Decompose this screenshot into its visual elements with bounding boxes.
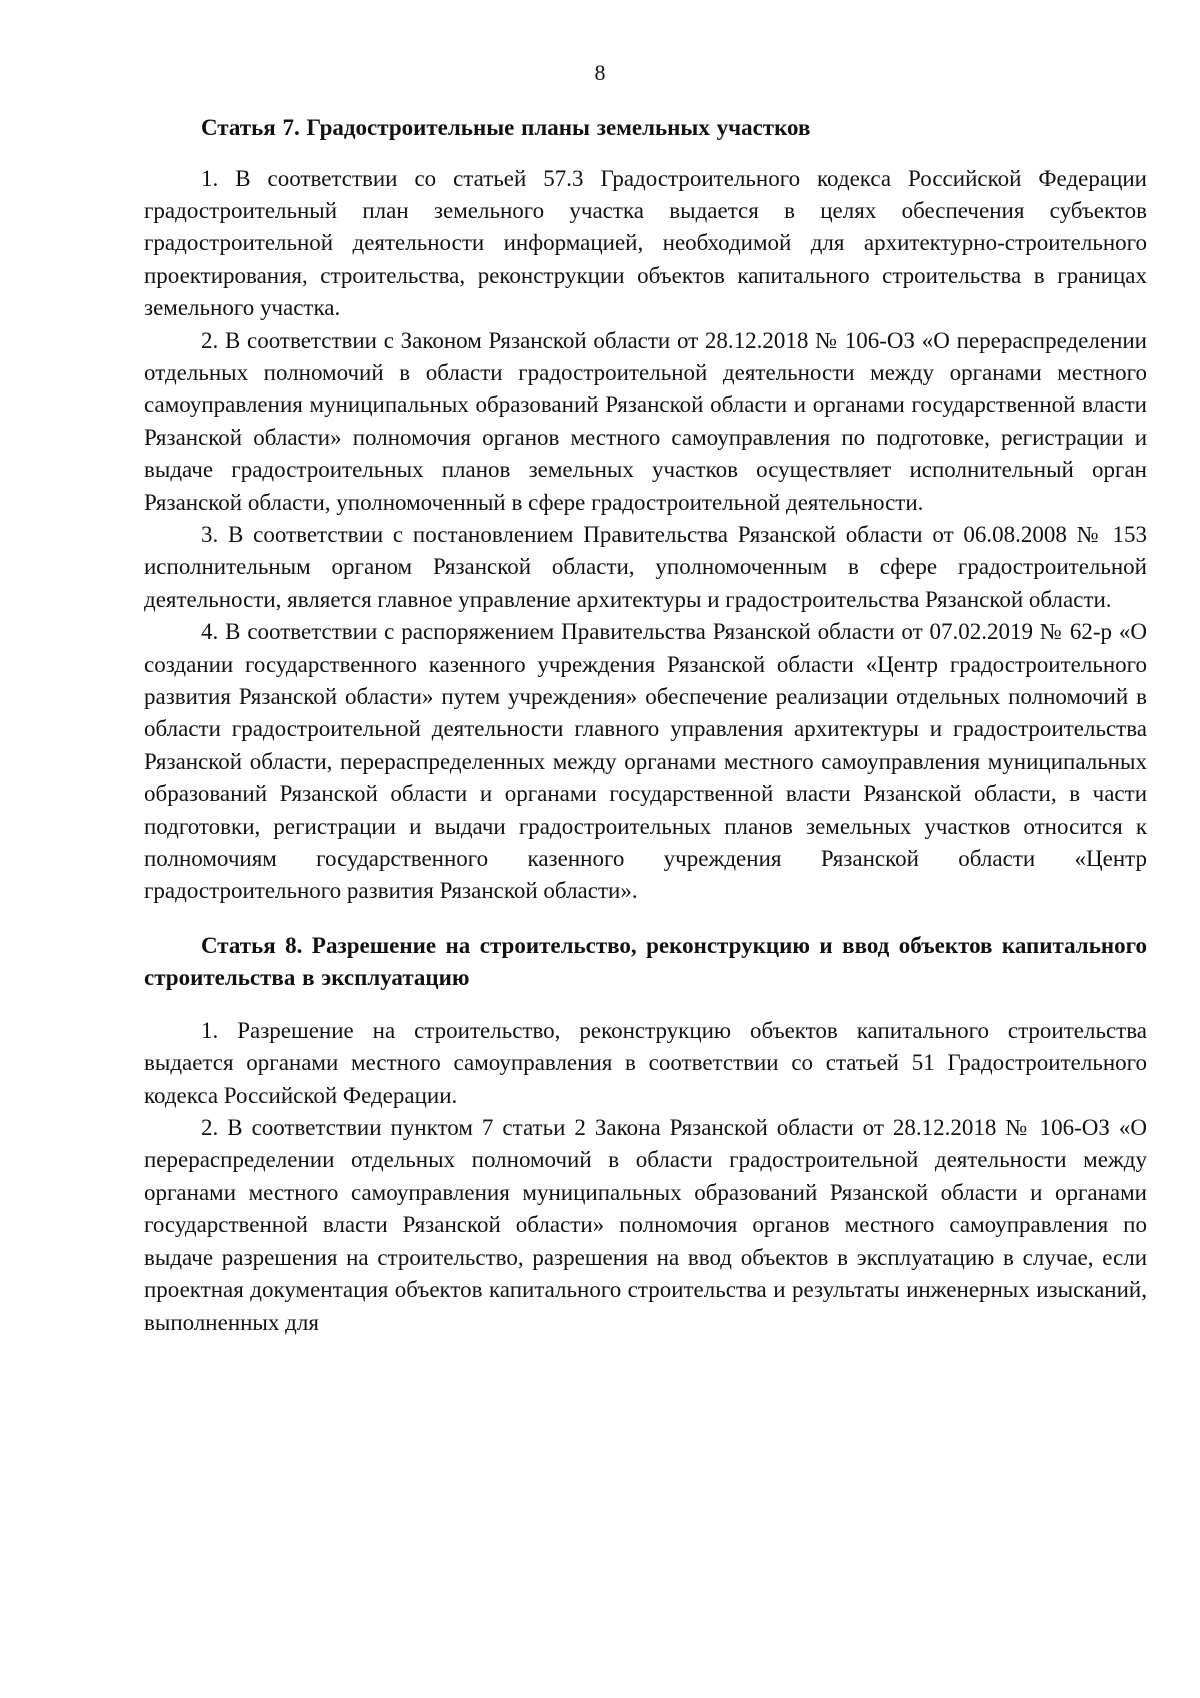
article-7-paragraph-1: 1. В соответствии со статьей 57.3 Градостроительного кодекса Российской Федерации градостроительный план земельного участка выдается в целях обеспечения субъектов градостроительной деятельности информацией, необходимой для архитектурно-строительного проектирования, строительства, реконструкции объектов капитального строительства в границах земельного участка.	[144, 165, 1147, 321]
document-body	[144, 112, 1147, 1339]
article-7	[144, 112, 1147, 908]
article-7-paragraph-3: 3. В соответствии с постановлением Правительства Рязанской области от 06.08.2008 № 153 исполнительным органом Рязанской области, уполномоченным в сфере градостроительной деятельности, является главное управление архитектуры и градостроительства Рязанской области.	[144, 521, 1147, 612]
article-7-heading: Статья 7. Градостроительные планы земельных участков	[201, 115, 811, 140]
article-7-paragraph-4: 4. В соответствии с распоряжением Правительства Рязанской области от 07.02.2019 № 62-р «О создании государственного казенного учреждения Рязанской области «Центр градостроительного развития Рязанской области» путем учреждения» обеспечение реализации отдельных полномочий в области градостроительной деятельности главного управления архитектуры и градостроительства Рязанской области, перераспределенных между органами местного самоуправления муниципальных образований Рязанской области и органами государственной власти Рязанской области, в части подготовки, регистрации и выдачи градостроительных планов земельных участков относится к полномочиям государственного казенного учреждения Рязанской области «Центр градостроительного развития Рязанской области».	[144, 619, 1147, 904]
article-8-paragraph-2: 2. В соответствии пунктом 7 статьи 2 Закона Рязанской области от 28.12.2018 № 106-ОЗ «О перераспределении отдельных полномочий в области градостроительной деятельности между органами местного самоуправления муниципальных образований Рязанской области и органами государственной власти Рязанской области» полномочия органов местного самоуправления по выдаче разрешения на строительство, разрешения на ввод объектов в эксплуатацию в случае, если проектная документация объектов капитального строительства и результаты инженерных изысканий, выполненных для	[144, 1115, 1147, 1335]
article-8-heading: Статья 8. Разрешение на строительство, реконструкцию и ввод объектов капитального строительства в эксплуатацию	[144, 932, 1147, 991]
page-number: 8	[594, 60, 606, 85]
article-8	[144, 930, 1147, 1339]
article-8-paragraph-1: 1. Разрешение на строительство, реконструкцию объектов капитального строительства выдается органами местного самоуправления в соответствии со статьей 51 Градостроительного кодекса Российской Федерации.	[144, 1017, 1147, 1108]
article-7-paragraph-2: 2. В соответствии с Законом Рязанской области от 28.12.2018 № 106-ОЗ «О перераспределении отдельных полномочий в области градостроительной деятельности между органами местного самоуправления муниципальных образований Рязанской области и органами государственной власти Рязанской области» полномочия органов местного самоуправления по подготовке, регистрации и выдаче градостроительных планов земельных участков осуществляет исполнительный орган Рязанской области, уполномоченный в сфере градостроительной деятельности.	[144, 327, 1147, 515]
